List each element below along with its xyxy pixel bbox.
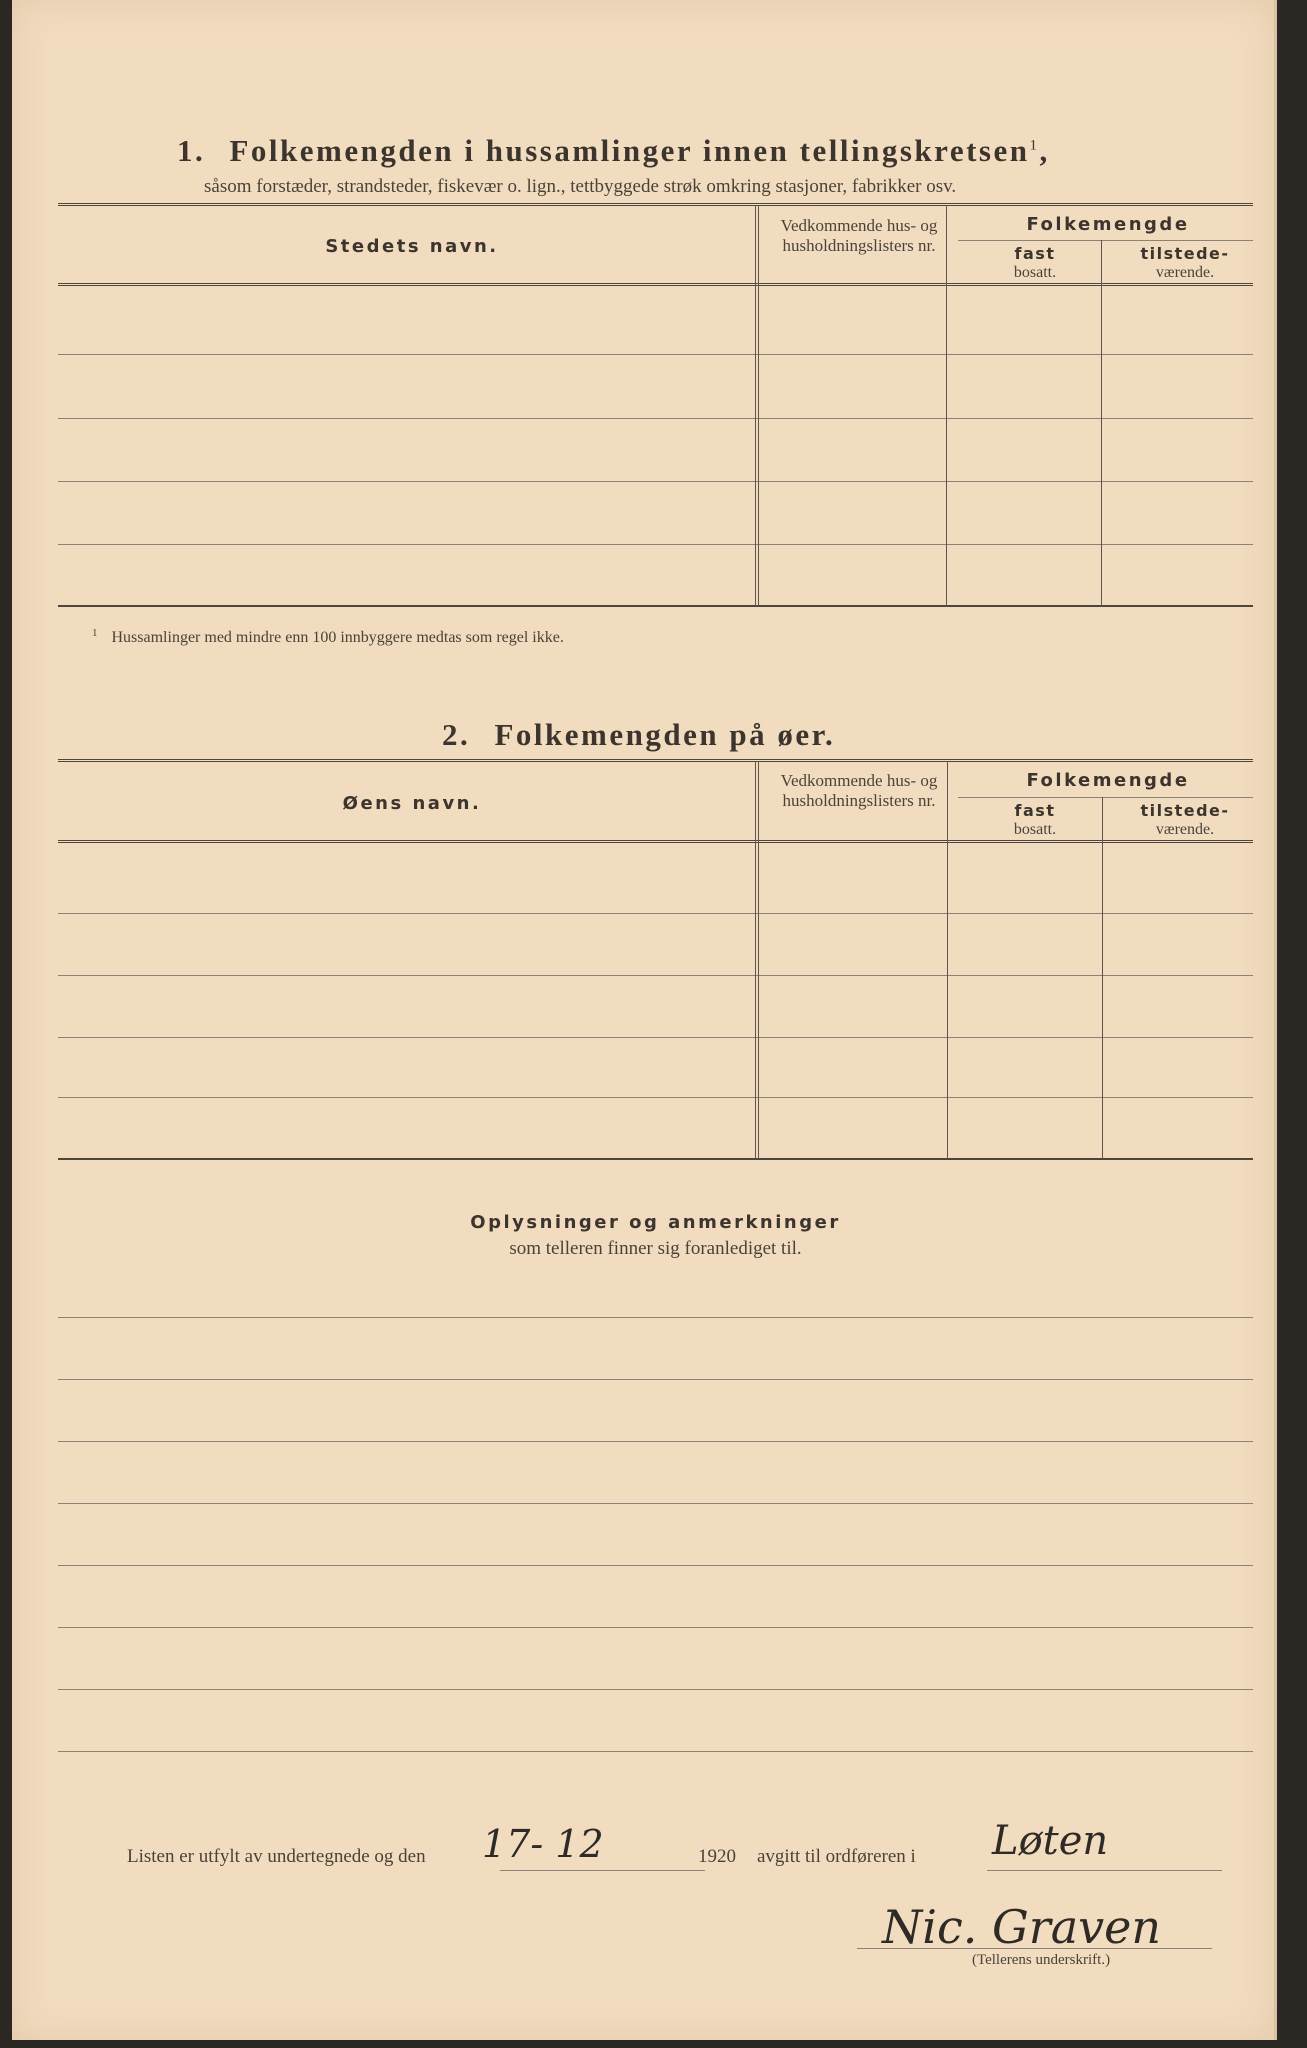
- section1-col-fast-sub: bosatt.: [1013, 264, 1057, 281]
- signature-handwritten: Nic. Graven: [882, 1900, 1161, 1954]
- section1-header-rule: [58, 283, 1253, 286]
- section2-title-text: Folkemengden på øer.: [494, 717, 836, 752]
- section1-subtitle: såsom forstæder, strandsteder, fiskevær o. lign., tettbyggede strøk omkring stasjoner, fabrikker osv.: [204, 176, 957, 197]
- section1-title-suffix: ,: [1039, 133, 1050, 168]
- section2-row-line: [58, 1037, 1253, 1038]
- section2-col-divider: [947, 761, 948, 1159]
- section1-pop-divider: [958, 240, 1253, 241]
- section1-top-rule: [58, 203, 1253, 206]
- footer-date-line: [500, 1870, 705, 1871]
- section3-subtitle: som telleren finner sig foranlediget til.: [509, 1238, 802, 1259]
- signature-label: (Tellerens underskrift.): [972, 1952, 1111, 1968]
- section1-row-line: [58, 418, 1253, 419]
- section2-col-tilstede-label: tilstede-: [1140, 801, 1230, 820]
- footer-date-handwritten: 17- 12: [482, 1822, 604, 1866]
- section2-top-rule: [58, 759, 1253, 762]
- section1-col-tilstede-label: tilstede-: [1140, 244, 1230, 263]
- section1-row-line: [58, 481, 1253, 482]
- section2-row-line: [58, 913, 1253, 914]
- section2-bottom-rule: [58, 1158, 1253, 1160]
- section1-col-divider: [946, 205, 947, 606]
- section2-row-line: [58, 1097, 1253, 1098]
- section1-number: 1.: [177, 133, 206, 168]
- footer-year: 1920: [698, 1846, 736, 1867]
- section2-col-fast: [958, 801, 1112, 839]
- section1-row-line: [58, 354, 1253, 355]
- section1-col-divider: [758, 205, 759, 606]
- section2-number: 2.: [442, 717, 471, 752]
- section1-col-divider: [755, 205, 756, 606]
- remarks-line: [58, 1751, 1253, 1752]
- section1-col-tilstede: [1112, 244, 1258, 282]
- section1-col-fast-label: fast: [1014, 244, 1056, 263]
- section1-footnote-number: 1: [92, 627, 98, 639]
- section2-col-fast-label: fast: [1014, 801, 1056, 820]
- section1-col-tilstede-sub: værende.: [1155, 264, 1215, 281]
- signature-line: [857, 1948, 1212, 1949]
- section3-title: Oplysninger og anmerkninger: [470, 1212, 841, 1233]
- section1-col-pop: Folkemengde: [1026, 214, 1190, 235]
- section2-pop-divider: [958, 797, 1253, 798]
- remarks-line: [58, 1379, 1253, 1380]
- remarks-line: [58, 1689, 1253, 1690]
- section1-col-place: Stedets navn.: [325, 236, 499, 257]
- section2-col-divider: [755, 761, 756, 1159]
- section1-bottom-rule: [58, 605, 1253, 607]
- remarks-line: [58, 1503, 1253, 1504]
- section2-col-tilstede: [1112, 801, 1258, 839]
- section1-col-list: Vedkommende hus- og husholdningslisters nr.: [780, 216, 938, 255]
- section2-col-tilstede-sub: værende.: [1155, 821, 1215, 838]
- section1-footnote-text: Hussamlinger med mindre enn 100 innbyggere medtas som regel ikke.: [111, 629, 564, 647]
- section2-header-rule: [58, 840, 1253, 843]
- section1-title-text: Folkemengden i hussamlinger innen tellingskretsen: [229, 133, 1030, 168]
- remarks-line: [58, 1565, 1253, 1566]
- section2-row-line: [58, 975, 1253, 976]
- footer-text-2: avgitt til ordføreren i: [757, 1846, 916, 1867]
- section2-title: [442, 717, 835, 753]
- section2-col-divider: [1102, 797, 1103, 1159]
- section2-col-list: Vedkommende hus- og husholdningslisters nr.: [780, 771, 938, 810]
- section1-col-fast: [958, 244, 1112, 282]
- section2-col-divider: [758, 761, 759, 1159]
- section2-col-place: Øens navn.: [342, 793, 482, 814]
- section1-col-divider: [1101, 240, 1102, 606]
- section1-row-line: [58, 544, 1253, 545]
- section2-col-pop: Folkemengde: [1026, 770, 1190, 791]
- remarks-line: [58, 1627, 1253, 1628]
- section1-footnote: [92, 627, 564, 647]
- remarks-line: [58, 1317, 1253, 1318]
- section1-footnote-marker: 1: [1029, 137, 1040, 154]
- census-form-page: [12, 0, 1277, 2040]
- footer-place-handwritten: Løten: [992, 1818, 1109, 1864]
- footer-text-1: Listen er utfylt av undertegnede og den: [127, 1846, 426, 1867]
- footer-place-line: [987, 1870, 1222, 1871]
- remarks-line: [58, 1441, 1253, 1442]
- section1-title: [177, 133, 1050, 169]
- section2-col-fast-sub: bosatt.: [1013, 821, 1057, 838]
